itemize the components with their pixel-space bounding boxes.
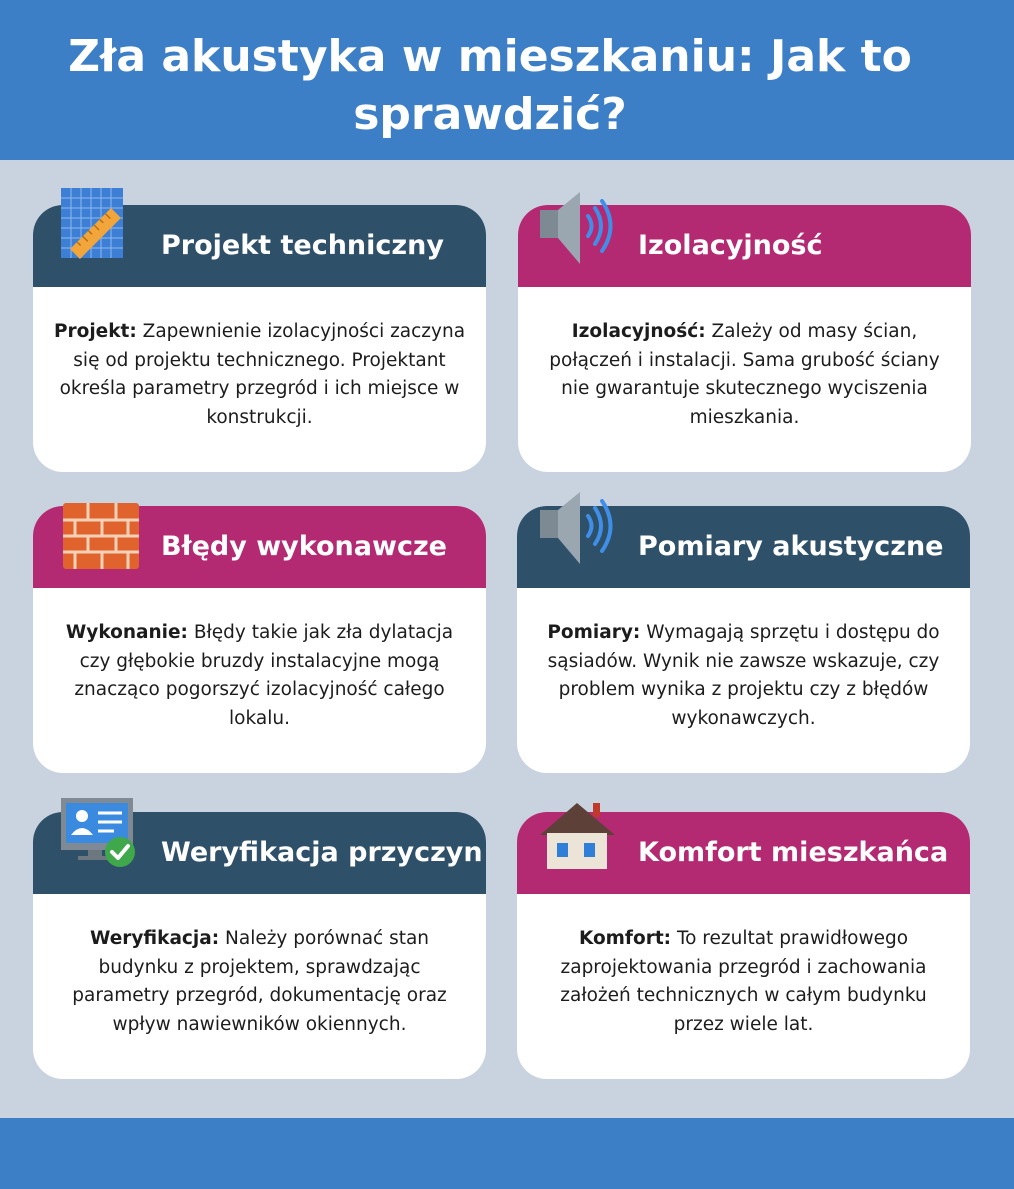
card-text: Zapewnienie izolacyjności zaczyna się od projektu technicznego. Projektant określa parametry przegród i ich miejsce w konstrukcji. bbox=[59, 321, 466, 428]
card-text: Należy porównać stan budynku z projektem, sprawdzając parametry przegród, dokumentację oraz wpływ nawiewników okiennych. bbox=[72, 928, 447, 1035]
card-body bbox=[535, 619, 952, 733]
card-label: Komfort: bbox=[578, 928, 672, 949]
brick-wall-icon bbox=[60, 498, 150, 588]
card-label: Wykonanie: bbox=[65, 622, 188, 643]
house-icon bbox=[535, 795, 625, 885]
card-body bbox=[535, 925, 952, 1039]
header-banner bbox=[0, 0, 1014, 160]
footer-banner bbox=[0, 1118, 1014, 1189]
card-body bbox=[51, 318, 468, 432]
card-heading: Błędy wykonawcze bbox=[161, 531, 447, 562]
card-heading: Pomiary akustyczne bbox=[638, 531, 944, 562]
card-label: Izolacyjność: bbox=[571, 321, 706, 342]
page-title: Zła akustyka w mieszkaniu: Jak to sprawdzić? bbox=[68, 31, 912, 140]
card-label: Projekt: bbox=[53, 321, 137, 342]
card-heading: Izolacyjność bbox=[638, 230, 823, 261]
card-label: Pomiary: bbox=[547, 622, 641, 643]
blueprint-ruler-icon bbox=[58, 185, 148, 275]
card-body bbox=[51, 925, 468, 1039]
card-heading: Komfort mieszkańca bbox=[638, 837, 949, 868]
card-text: Zależy od masy ścian, połączeń i instalacji. Sama grubość ściany nie gwarantuje skutecznego wyciszenia mieszkania. bbox=[549, 321, 940, 428]
card-text: Wymagają sprzętu i dostępu do sąsiadów. Wynik nie zawsze wskazuje, czy problem wynika z projektu czy z błędów wykonawczych. bbox=[547, 622, 940, 729]
verified-document-icon bbox=[58, 793, 148, 883]
card-label: Weryfikacja: bbox=[89, 928, 220, 949]
card-text: To rezultat prawidłowego zaprojektowania przegród i zachowania założeń technicznych w całym budynku przez wiele lat. bbox=[560, 928, 927, 1035]
card-heading: Projekt techniczny bbox=[161, 230, 444, 261]
speaker-icon bbox=[535, 188, 625, 278]
card-body bbox=[536, 318, 953, 432]
card-heading: Weryfikacja przyczyn bbox=[161, 837, 483, 868]
speaker-icon bbox=[535, 488, 625, 578]
card-text: Błędy takie jak zła dylatacja czy głębokie bruzdy instalacyjne mogą znacząco pogorszyć izolacyjność całego lokalu. bbox=[74, 622, 454, 729]
card-body bbox=[51, 619, 468, 733]
